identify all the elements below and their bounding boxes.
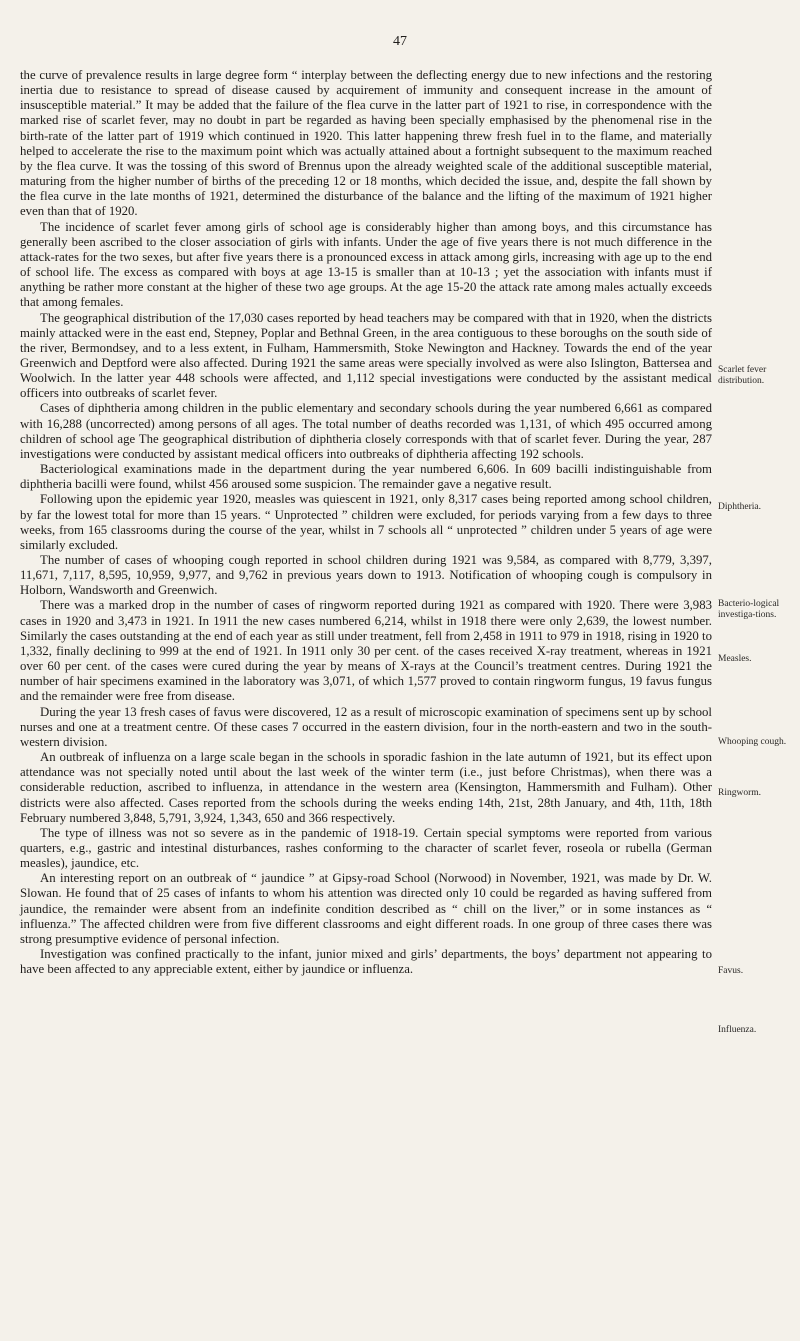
paragraph-jaundice: An interesting report on an outbreak of “ jaundice ” at Gipsy-road School (Norwood) in November, 1921, was made by Dr. W. Slowan. He found that of 25 cases of infants to whom his attention was directed only 10 could be regarded as having suffered from jaundice, the remainder were absent from an indefinite condition described as “ chill on the liver,” or in some instances as “ influenza.” The affected children were from five different classrooms and eight different roads. In one group of three cases there was strong presumptive evidence of personal infection. [20,871,712,946]
paragraph-diphtheria: Cases of diphtheria among children in the public elementary and secondary schools during the year numbered 6,661 as compared with 16,288 (uncorrected) among persons of all ages. The total number of deaths recorded was 1,131, of which 495 occurred among children of school age The geographical distribution of diphtheria closely corresponds with that of scarlet fever. During the year, 287 investigations were conducted by assistant medical officers into outbreaks of diphtheria affecting 192 schools. [20,401,712,461]
paragraph-measles: Following upon the epidemic year 1920, measles was quiescent in 1921, only 8,317 cases being reported among school children, by far the lowest total for more than 15 years. “ Unprotected ” children were excluded, for periods varying from a few days to three weeks, from 165 classrooms during the course of the year, whilst in 7 schools all “ unprotected ” children under 5 years of age were similarly excluded. [20,492,712,552]
margin-note-favus: Favus. [718,966,744,976]
paragraph-whooping-cough: The number of cases of whooping cough reported in school children during 1921 was 9,584, as compared with 8,779, 3,397, 11,671, 7,117, 8,595, 10,959, 9,977, and 9,762 in previous years down to 1913. Notification of whooping cough is compulsory in Holborn, Wandsworth and Greenwich. [20,553,712,598]
margin-note-whooping-cough: Whooping cough. [718,737,787,747]
paragraph-influenza: An outbreak of influenza on a large scale began in the schools in sporadic fashion in the late autumn of 1921, but its effect upon attendance was not specially noted until about the last week of the winter term (i.e., just before Christmas), when there was a considerable reduction, ascribed to influenza, in attendance in the western area (Kensington, Hammersmith and Fulham). Other districts were also affected. Cases reported from the schools during the weeks ending 14th, 21st, 28th January, and 4th, 11th, 18th February numbered 3,848, 5,791, 3,924, 1,343, 650 and 366 respectively. [20,750,712,825]
paragraph-illness-type: The type of illness was not so severe as in the pandemic of 1918-19. Certain special symptoms were reported from various quarters, e.g., gastric and intestinal disturbances, rashes conforming to the character of scarlet fever, roseola or rubella (German measles), jaundice, etc. [20,825,712,871]
margin-note-influenza: Influenza. [718,1025,757,1035]
paragraph-scarlet-distribution: The geographical distribution of the 17,030 cases reported by head teachers may be compared with that in 1920, when the districts mainly attacked were in the east end, Stepney, Poplar and Bethnal Green, in the area contiguous to these boroughs on the south side of the river, Bermondsey, and to a less extent, in Fulham, Hammersmith, Stoke Newington and Hackney. Towards the end of the year Greenwich and Deptford were also affected. During 1921 the same areas were specially involved as were also Islington, Battersea and Woolwich. In the latter year 448 schools were affected, and 1,112 special investigations were conducted by the assistant medical officers into outbreaks of scarlet fever. [20,310,712,401]
margin-note-measles: Measles. [718,654,752,664]
page-number: 47 [393,34,407,49]
margin-note-ringworm: Ringworm. [718,788,762,798]
paragraph-favus: During the year 13 fresh cases of favus were discovered, 12 as a result of microscopic examination of specimens sent up by school nurses and one at a treatment centre. Of these cases 7 occurred in the eastern division, four in the north-eastern and two in the south-western division. [20,704,712,749]
margin-note-diphtheria: Diphtheria. [718,502,762,512]
paragraph-investigation: Investigation was confined practically to the infant, junior mixed and girls’ departments, the boys’ department not appearing to have been affected to any appreciable extent, either by jaundice or influenza. [20,947,712,977]
paragraph-flea-curve: the curve of prevalence results in large degree form “ interplay between the deflecting energy due to new infections and the restoring inertia due to resistance to spread of disease caused by acquirement of immunity and consequent increase in the amount of insusceptible material.” It may be added that the failure of the flea curve in the latter part of 1921 to rise, in correspondence with the marked rise of scarlet fever, may no doubt in part be regarded as having been specially emphasised by the phenomenal rise in the birth-rate of the latter part of 1919 which continued in 1920. This latter happening threw fresh fuel in to the flame, and materially helped to accelerate the rise to the maximum point which was actually attained about a fortnight subsequent to the maximum reached by the flea curve. It was the tossing of this sword of Brennus upon the already weighted scale of the additional susceptible material, maturing from the higher number of births of the preceding 12 or 18 months, which decided the issue, and, despite the fall shown by the flea curve in the late months of 1921, determined the disturbance of the balance and the lifting of the maximum of 1921 higher even than that of 1920. [20,68,712,219]
paragraph-bacteriological: Bacteriological examinations made in the department during the year numbered 6,606. In 609 bacilli indistinguishable from diphtheria bacilli were found, whilst 456 aroused some suspicion. The remainder gave a negative result. [20,462,712,492]
margin-note-scarlet-fever: Scarlet fever distribution. [718,365,767,386]
paragraph-sex-incidence: The incidence of scarlet fever among girls of school age is considerably higher than among boys, and this circumstance has generally been ascribed to the closer association of girls with infants. Under the age of five years there is not much difference in the attack-rates for the two sexes, but after five years there is a pronounced excess in attack among girls, increasing with age up to the end of school life. The excess as compared with boys at age 13-15 is smaller than at 10-13 ; yet the association with infants must if anything be rather more constant at the higher of these two age groups. At the age 15-20 the attack rate among males actually exceeds that among females. [20,219,712,310]
margin-note-bacteriological: Bacterio-logical investiga-tions. [718,599,780,620]
main-text [20,68,712,977]
paragraph-ringworm: There was a marked drop in the number of cases of ringworm reported during 1921 as compared with 1920. There were 3,983 cases in 1920 and 3,473 in 1921. In 1911 the new cases numbered 6,214, whilst in 1918 there were only 2,639, the lowest number. Similarly the cases outstanding at the end of each year as still under treatment, fell from 2,458 in 1911 to 979 in 1918, rising in 1920 to 1,332, finally declining to 999 at the end of 1921. In 1911 only 30 per cent. of the cases received X-ray treatment, whereas in 1921 over 60 per cent. of the cases were cured during the year by means of X-rays at the Council’s treatment centres. During 1921 the number of hair specimens examined in the laboratory was 3,071, of which 1,577 proved to contain ringworm fungus, 19 favus fungus and the remainder were free from disease. [20,598,712,704]
